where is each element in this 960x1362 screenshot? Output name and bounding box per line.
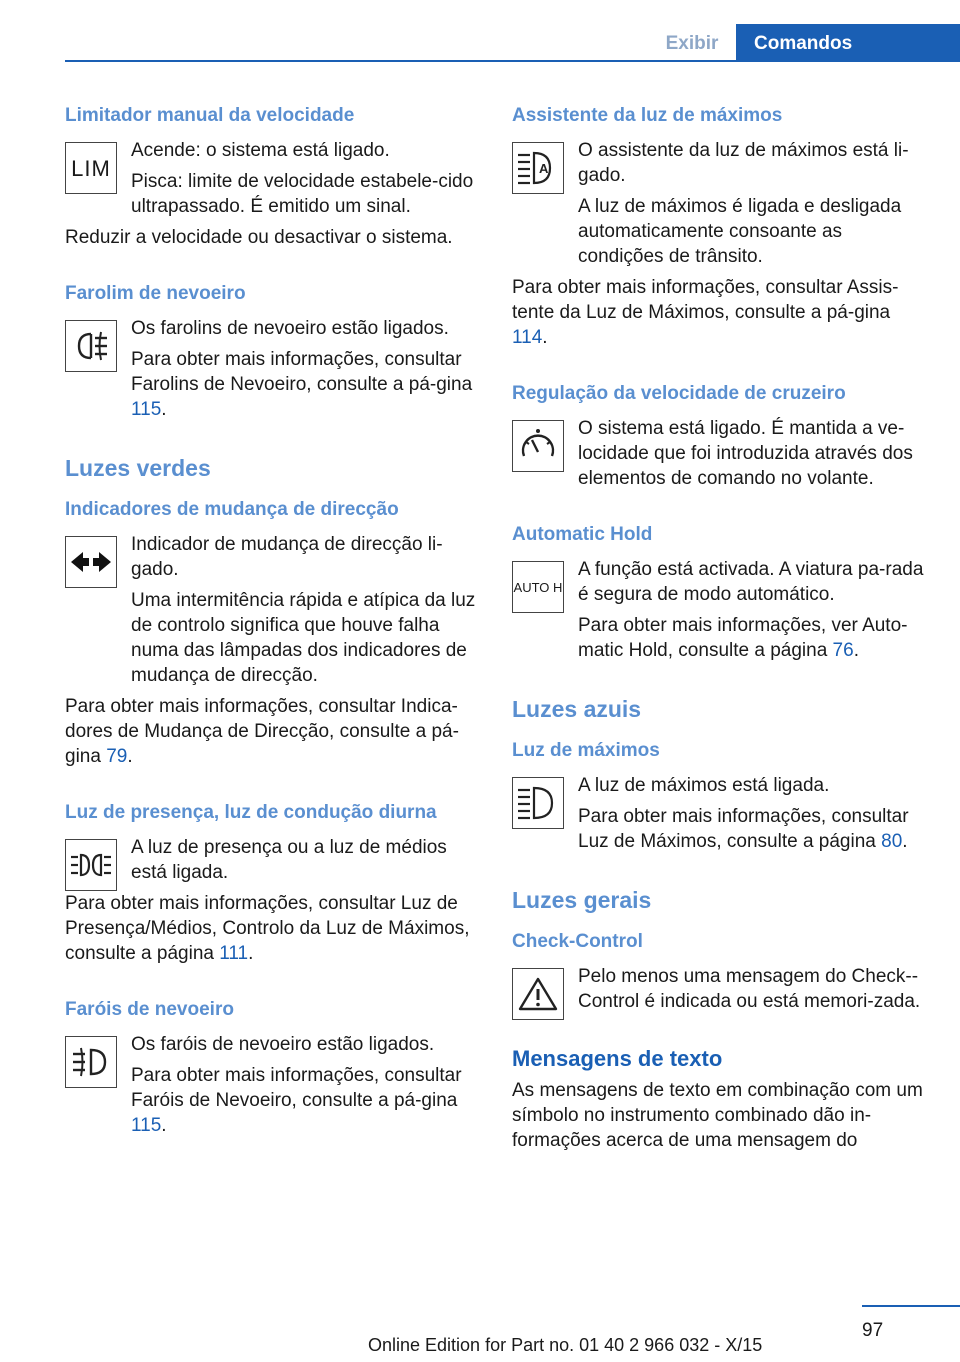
- rear-fog-page-link[interactable]: 115: [131, 399, 162, 420]
- lim-title: Limitador manual da velocidade: [65, 105, 355, 126]
- high-beam-entry: [512, 773, 930, 854]
- check-control-title: Check-Control: [512, 931, 643, 952]
- svg-text:A: A: [539, 161, 549, 176]
- edition-footer: Online Edition for Part no. 01 40 2 966 032 - X/15: [368, 1335, 763, 1355]
- auto-hold-entry: [512, 557, 930, 607]
- cruise-entry: [512, 416, 930, 491]
- cruise-control-icon: [512, 420, 564, 472]
- warning-triangle-icon: [512, 968, 564, 1020]
- blue-section-title: Luzes azuis: [512, 696, 642, 722]
- rear-fog-p2: Para obter mais informações, consultar Farolins de Nevoeiro, consulte a pá-gina: [131, 349, 473, 395]
- parking-title: Luz de presença, luz de condução diurna: [65, 802, 437, 823]
- parking-p1: A luz de presença ou a luz de médios está ligada.: [131, 837, 447, 883]
- high-beam-p2-end: .: [902, 831, 908, 852]
- general-section-title: Luzes gerais: [512, 887, 652, 913]
- auto-hold-p2-end: .: [853, 640, 859, 661]
- front-fog-p2: Para obter mais informações, consultar Faróis de Nevoeiro, consulte a pá-gina: [131, 1065, 462, 1111]
- front-fog-title: Faróis de nevoeiro: [65, 999, 234, 1020]
- parking-p2: Para obter mais informações, consultar Luz de Presença/Médios, Controlo da Luz de Máximos, consulte a página: [65, 893, 470, 964]
- footer-rule: [862, 1305, 960, 1307]
- cruise-p1: O sistema está ligado. É mantida a ve-locidade que foi introduzida através dos elementos de comando no volante.: [578, 418, 913, 489]
- front-fog-icon: [65, 1036, 117, 1088]
- high-beam-assist-page-link[interactable]: 114: [512, 327, 543, 348]
- turn-p1: Indicador de mudança de direcção li-gado.: [131, 534, 443, 580]
- lim-p3: Reduzir a velocidade ou desactivar o sistema.: [65, 227, 453, 248]
- parking-page-link[interactable]: 111: [219, 943, 249, 964]
- turn-page-link[interactable]: 79: [106, 746, 128, 767]
- messages-title: Mensagens de texto: [512, 1046, 723, 1071]
- cruise-title: Regulação da velocidade de cruzeiro: [512, 383, 846, 404]
- rear-fog-title: Farolim de nevoeiro: [65, 283, 246, 304]
- left-column: [65, 104, 480, 1144]
- high-beam-page-link[interactable]: 80: [881, 831, 903, 852]
- auto-hold-icon-text: AUTO H: [513, 579, 563, 595]
- high-beam-icon: [512, 777, 564, 829]
- high-beam-assist-title: Assistente da luz de máximos: [512, 105, 783, 126]
- lim-p1: Acende: o sistema está ligado.: [131, 140, 390, 161]
- turn-p3: Para obter mais informações, consultar Indica-dores de Mudança de Direcção, consulte a pá-gina: [65, 696, 459, 767]
- page-number: 97: [862, 1320, 884, 1341]
- parking-p2-end: .: [248, 943, 254, 964]
- high-beam-assist-p3-end: .: [542, 327, 548, 348]
- lim-entry: [65, 138, 480, 219]
- messages-p1: As mensagens de texto em combinação com um símbolo no instrumento combinado dão in-formações acerca de uma mensagem do: [512, 1080, 923, 1151]
- rear-fog-p1: Os farolins de nevoeiro estão ligados.: [131, 318, 449, 339]
- high-beam-assist-icon: [512, 142, 564, 194]
- turn-p3-end: .: [127, 746, 133, 767]
- lim-p2: Pisca: limite de velocidade estabele-cido ultrapassado. É emitido um sinal.: [131, 171, 474, 217]
- rear-fog-entry: [65, 316, 480, 341]
- lim-icon-text: LIM: [71, 155, 111, 181]
- auto-hold-icon: [512, 561, 564, 613]
- green-section-title: Luzes verdes: [65, 455, 211, 481]
- check-control-p1: Pelo menos uma mensagem do Check--Control é indicada ou está memori-zada.: [578, 966, 921, 1012]
- lim-icon: [65, 142, 117, 194]
- turn-title: Indicadores de mudança de direcção: [65, 499, 399, 520]
- auto-hold-page-link[interactable]: 76: [832, 640, 854, 661]
- high-beam-assist-p1: O assistente da luz de máximos está li-gado.: [578, 140, 909, 186]
- high-beam-assist-p3: Para obter mais informações, consultar Assis-tente da Luz de Máximos, consulte a pá-gina: [512, 277, 899, 323]
- right-column: [512, 104, 930, 1159]
- high-beam-p2: Para obter mais informações, consultar Luz de Máximos, consulte a página: [578, 806, 909, 852]
- front-fog-page-link[interactable]: 115: [131, 1115, 162, 1136]
- auto-hold-p2: Para obter mais informações, ver Auto-matic Hold, consulte a página: [578, 615, 908, 661]
- tab-exibir[interactable]: Exibir: [665, 32, 719, 54]
- front-fog-p2-end: .: [161, 1115, 167, 1136]
- rear-fog-icon: [65, 320, 117, 372]
- front-fog-entry: [65, 1032, 480, 1057]
- rear-fog-p2-end: .: [161, 399, 167, 420]
- turn-entry: [65, 532, 480, 582]
- tab-comandos[interactable]: Comandos: [736, 24, 960, 62]
- turn-p2: Uma intermitência rápida e atípica da luz de controlo significa que houve falha numa das lâmpadas dos indicadores de mudança de direcção.: [131, 590, 476, 686]
- high-beam-assist-p2: A luz de máximos é ligada e desligada automaticamente consoante as condições de trânsito.: [578, 196, 902, 267]
- front-fog-p1: Os faróis de nevoeiro estão ligados.: [131, 1034, 435, 1055]
- auto-hold-title: Automatic Hold: [512, 524, 653, 545]
- high-beam-assist-entry: [512, 138, 930, 188]
- check-control-entry: [512, 964, 930, 1014]
- high-beam-title: Luz de máximos: [512, 740, 660, 761]
- high-beam-p1: A luz de máximos está ligada.: [578, 775, 830, 796]
- parking-light-icon: [65, 839, 117, 891]
- auto-hold-p1: A função está activada. A viatura pa-rada é segura de modo automático.: [578, 559, 924, 605]
- turn-signal-icon: [65, 536, 117, 588]
- parking-entry: [65, 835, 480, 885]
